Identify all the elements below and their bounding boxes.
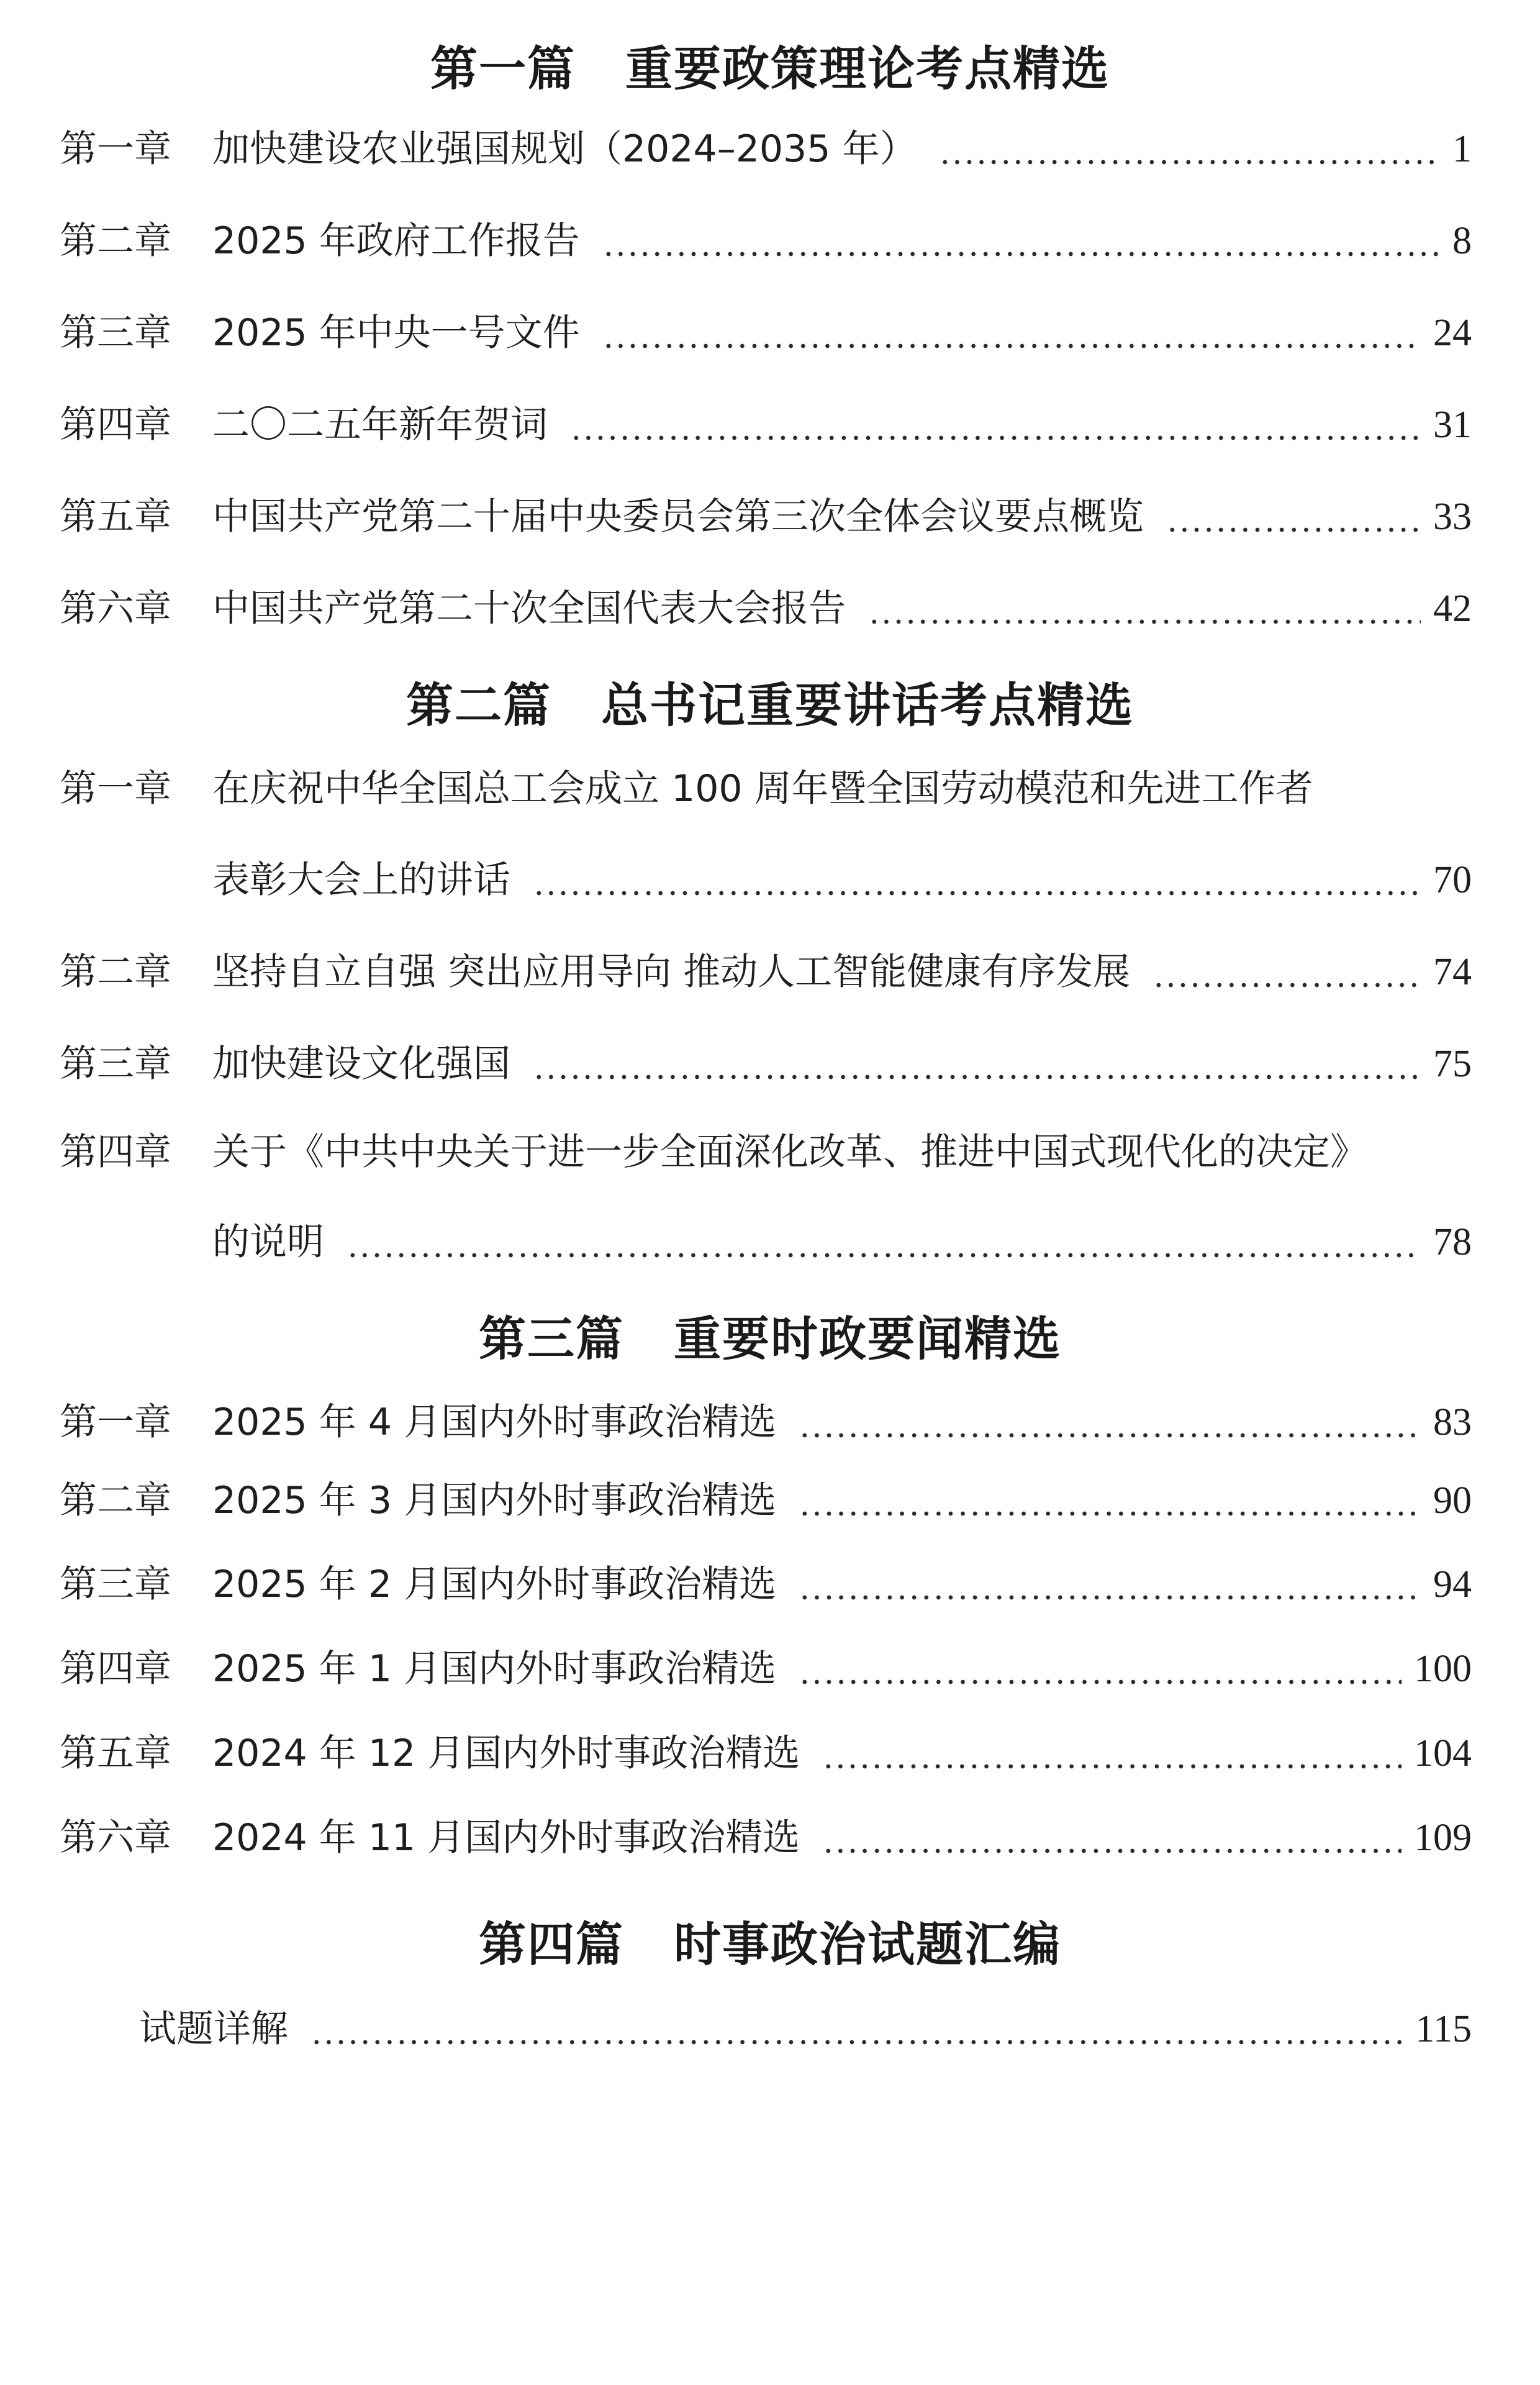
chapter-label: 第一章: [60, 767, 171, 811]
page-number: 42: [1433, 588, 1472, 630]
part-title: [0, 31, 1540, 99]
toc-entry[interactable]: [0, 489, 1540, 545]
dot-leader: [939, 121, 1440, 177]
part-label: 第一篇: [430, 41, 576, 96]
part-name: 重要时政要闻精选: [674, 1311, 1061, 1366]
chapter-title: 2024 年 12 月国内外时事政治精选: [212, 1732, 800, 1775]
entry-title: 试题详解: [139, 2007, 288, 2051]
page-number: 31: [1433, 404, 1472, 446]
chapter-label: 第五章: [60, 495, 171, 538]
dot-leader: [533, 1036, 1421, 1092]
part-title: [0, 1301, 1540, 1369]
chapter-title: 2025 年 2 月国内外时事政治精选: [212, 1563, 777, 1606]
chapter-title: 2024 年 11 月国内外时事政治精选: [212, 1816, 800, 1860]
toc-entry[interactable]: [0, 213, 1540, 269]
chapter-label: 第二章: [60, 950, 171, 994]
toc-entry[interactable]: [0, 581, 1540, 637]
page-number: 83: [1433, 1401, 1472, 1443]
toc-entry[interactable]: [0, 1810, 1540, 1866]
chapter-title-continued: 的说明: [212, 1220, 324, 1264]
chapter-label: 第二章: [60, 219, 171, 263]
toc-entry[interactable]: [0, 1641, 1540, 1697]
page-number: 115: [1415, 2008, 1472, 2050]
toc-entry[interactable]: [0, 1394, 1540, 1450]
chapter-label: 第三章: [60, 1042, 171, 1086]
page-number: 75: [1433, 1043, 1472, 1085]
chapter-title: 中国共产党第二十届中央委员会第三次全体会议要点概览: [212, 495, 1144, 538]
chapter-title: 加快建设文化强国: [212, 1042, 510, 1086]
toc-entry[interactable]: [0, 1556, 1540, 1612]
toc-entry[interactable]: [0, 944, 1540, 1000]
chapter-label: 第四章: [60, 403, 171, 447]
part-name: 总书记重要讲话考点精选: [601, 678, 1134, 733]
chapter-label: 第六章: [60, 1816, 171, 1860]
page-number: 74: [1433, 951, 1472, 993]
dot-leader: [822, 1810, 1402, 1866]
dot-leader: [799, 1641, 1402, 1697]
toc-entry[interactable]: [0, 1036, 1540, 1092]
chapter-title: 加快建设农业强国规划（2024–2035 年）: [212, 127, 917, 171]
toc-entry-first-line[interactable]: [0, 1124, 1540, 1180]
dot-leader: [1166, 489, 1421, 545]
chapter-label: 第一章: [60, 1401, 171, 1444]
dot-leader: [868, 581, 1421, 637]
dot-leader: [310, 2001, 1403, 2057]
chapter-title: 2025 年政府工作报告: [212, 219, 580, 263]
page-number: 104: [1414, 1732, 1472, 1774]
chapter-label: 第一章: [60, 127, 171, 171]
part-label: 第三篇: [479, 1311, 624, 1366]
toc-entry[interactable]: [0, 305, 1540, 361]
chapter-title: 2025 年 3 月国内外时事政治精选: [212, 1479, 777, 1522]
chapter-title: 2025 年 1 月国内外时事政治精选: [212, 1647, 777, 1691]
toc-entry[interactable]: [0, 2001, 1540, 2057]
part-label: 第四篇: [479, 1917, 624, 1972]
page-number: 24: [1433, 312, 1472, 354]
page-number: 8: [1452, 220, 1472, 262]
chapter-label: 第六章: [60, 587, 171, 630]
dot-leader: [799, 1394, 1421, 1450]
chapter-title: 坚持自立自强 突出应用导向 推动人工智能健康有序发展: [212, 950, 1131, 994]
chapter-label: 第四章: [60, 1647, 171, 1691]
chapter-title: 在庆祝中华全国总工会成立 100 周年暨全国劳动模范和先进工作者: [212, 767, 1313, 811]
chapter-label: 第二章: [60, 1479, 171, 1522]
toc-entry[interactable]: [0, 1214, 1540, 1270]
part-label: 第二篇: [406, 678, 551, 733]
part-title: [0, 668, 1540, 735]
page-number: 78: [1433, 1221, 1472, 1263]
chapter-title: 2025 年 4 月国内外时事政治精选: [212, 1401, 777, 1444]
chapter-title: 中国共产党第二十次全国代表大会报告: [212, 587, 846, 630]
dot-leader: [822, 1725, 1402, 1781]
dot-leader: [799, 1556, 1421, 1612]
chapter-title: 关于《中共中央关于进一步全面深化改革、推进中国式现代化的决定》: [212, 1130, 1367, 1174]
page-number: 70: [1433, 859, 1472, 901]
dot-leader: [602, 305, 1421, 361]
chapter-title-continued: 表彰大会上的讲话: [212, 858, 510, 902]
toc-entry[interactable]: [0, 397, 1540, 453]
page-number: 94: [1433, 1563, 1472, 1606]
dot-leader: [602, 213, 1440, 269]
page-number: 100: [1414, 1648, 1472, 1690]
chapter-title: 二〇二五年新年贺词: [212, 403, 548, 447]
page-number: 1: [1452, 128, 1472, 170]
chapter-label: 第五章: [60, 1732, 171, 1775]
page-number: 90: [1433, 1479, 1472, 1522]
page-number: 109: [1414, 1817, 1472, 1859]
dot-leader: [1153, 944, 1421, 1000]
toc-entry[interactable]: [0, 1725, 1540, 1781]
part-name: 时事政治试题汇编: [674, 1917, 1061, 1972]
dot-leader: [570, 397, 1421, 453]
dot-leader: [533, 852, 1421, 908]
dot-leader: [799, 1473, 1421, 1529]
part-title: [0, 1907, 1540, 1974]
dot-leader: [346, 1214, 1421, 1270]
chapter-label: 第三章: [60, 1563, 171, 1606]
chapter-label: 第三章: [60, 311, 171, 355]
toc-entry[interactable]: [0, 852, 1540, 908]
toc-entry-first-line[interactable]: [0, 761, 1540, 817]
page-number: 33: [1433, 496, 1472, 538]
part-name: 重要政策理论考点精选: [625, 41, 1110, 96]
chapter-title: 2025 年中央一号文件: [212, 311, 580, 355]
toc-entry[interactable]: [0, 1473, 1540, 1529]
chapter-label: 第四章: [60, 1130, 171, 1174]
toc-entry[interactable]: [0, 121, 1540, 177]
